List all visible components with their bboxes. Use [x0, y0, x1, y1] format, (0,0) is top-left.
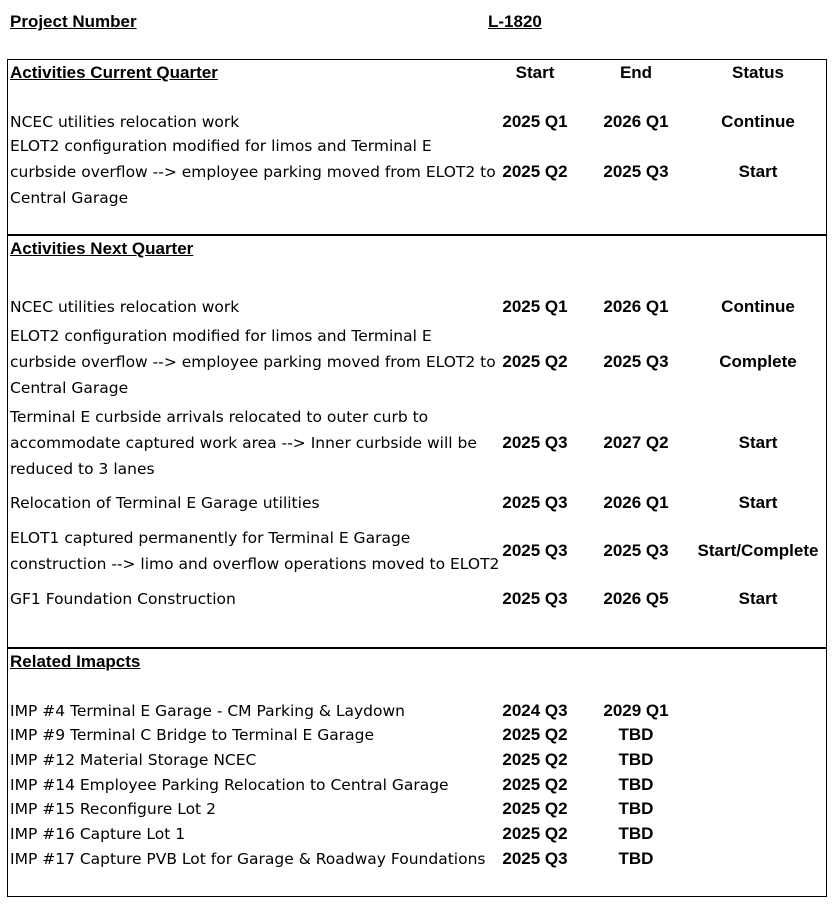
activity-line: ELOT1 captured permanently for Terminal E Garage: [10, 529, 411, 547]
activity-end: 2025 Q3: [603, 162, 669, 181]
project-number-value: L-1820: [488, 12, 542, 31]
activity-description: [10, 404, 490, 482]
activity-end: 2027 Q2: [603, 433, 669, 452]
activity-end: 2026 Q1: [603, 112, 669, 131]
impact-end: TBD: [618, 799, 654, 818]
impact-end: TBD: [618, 725, 654, 744]
impact-end: 2029 Q1: [603, 701, 669, 720]
activity-description: [10, 490, 490, 516]
activity-line: accommodate captured work area --> Inner curbside will be: [10, 434, 477, 452]
activity-line: curbside overflow --> employee parking moved from ELOT2 to: [10, 353, 496, 371]
impact-item: IMP #15 Reconfigure Lot 2: [10, 800, 216, 818]
activity-line: ELOT2 configuration modified for limos and Terminal E: [10, 327, 432, 345]
impact-end: TBD: [618, 750, 654, 769]
impact-start: 2025 Q3: [502, 849, 568, 868]
activity-end: 2026 Q1: [603, 297, 669, 316]
current-quarter-title: Activities Current Quarter: [10, 63, 218, 82]
impact-start: 2025 Q2: [502, 799, 568, 818]
related-impacts-title: Related Imapcts: [10, 652, 141, 671]
impact-item: IMP #9 Terminal C Bridge to Terminal E Garage: [10, 726, 375, 744]
project-number-label: Project Number: [10, 12, 137, 31]
impact-start: 2025 Q2: [502, 725, 568, 744]
start-column-header: Start: [515, 63, 555, 82]
activity-line: Central Garage: [10, 189, 129, 207]
activity-line: construction --> limo and overflow operations moved to ELOT2: [10, 555, 500, 573]
impact-item: IMP #17 Capture PVB Lot for Garage & Roadway Foundations: [10, 850, 486, 868]
activity-description: [10, 109, 490, 135]
activity-line: GF1 Foundation Construction: [10, 590, 236, 608]
activity-start: 2025 Q2: [502, 162, 568, 181]
activity-start: 2025 Q2: [502, 352, 568, 371]
activity-line: NCEC utilities relocation work: [10, 298, 240, 316]
activity-start: 2025 Q1: [502, 112, 568, 131]
activity-line: Relocation of Terminal E Garage utilities: [10, 494, 320, 512]
activity-line: Central Garage: [10, 379, 129, 397]
activity-line: ELOT2 configuration modified for limos and Terminal E: [10, 137, 432, 155]
activity-end: 2026 Q5: [603, 589, 669, 608]
activity-start: 2025 Q3: [502, 589, 568, 608]
activity-end: 2025 Q3: [603, 352, 669, 371]
activity-end: 2025 Q3: [603, 541, 669, 560]
activity-line: Terminal E curbside arrivals relocated to outer curb to: [10, 408, 429, 426]
activity-start: 2025 Q1: [502, 297, 568, 316]
impact-start: 2025 Q2: [502, 824, 568, 843]
impact-start: 2025 Q2: [502, 750, 568, 769]
activity-description: [10, 323, 496, 401]
impact-item: IMP #16 Capture Lot 1: [10, 825, 186, 843]
activity-end: 2026 Q1: [603, 493, 669, 512]
activity-description: [10, 133, 496, 211]
activity-description: [10, 586, 490, 612]
activity-line: reduced to 3 lanes: [10, 460, 155, 478]
activity-status: Complete: [719, 352, 797, 371]
activity-status: Start: [738, 589, 778, 608]
impact-item: IMP #14 Employee Parking Relocation to Central Garage: [10, 776, 449, 794]
activity-status: Start/Complete: [697, 541, 819, 560]
activity-status: Start: [738, 162, 778, 181]
activity-start: 2025 Q3: [502, 433, 568, 452]
end-column-header: End: [619, 63, 653, 82]
next-quarter-title: Activities Next Quarter: [10, 239, 194, 258]
impact-item: IMP #12 Material Storage NCEC: [10, 751, 257, 769]
impact-end: TBD: [618, 775, 654, 794]
impact-end: TBD: [618, 849, 654, 868]
activity-start: 2025 Q3: [502, 541, 568, 560]
activity-status: Continue: [721, 297, 795, 316]
activity-status: Start: [738, 493, 778, 512]
activity-line: NCEC utilities relocation work: [10, 113, 240, 131]
activity-status: Start: [738, 433, 778, 452]
activity-description: [10, 525, 500, 577]
impact-item: IMP #4 Terminal E Garage - CM Parking & Laydown: [10, 702, 406, 720]
impact-start: 2024 Q3: [502, 701, 568, 720]
activity-description: [10, 294, 490, 320]
status-column-header: Status: [732, 63, 784, 82]
impact-end: TBD: [618, 824, 654, 843]
activity-start: 2025 Q3: [502, 493, 568, 512]
activity-line: curbside overflow --> employee parking moved from ELOT2 to: [10, 163, 496, 181]
activity-status: Continue: [721, 112, 795, 131]
impact-start: 2025 Q2: [502, 775, 568, 794]
